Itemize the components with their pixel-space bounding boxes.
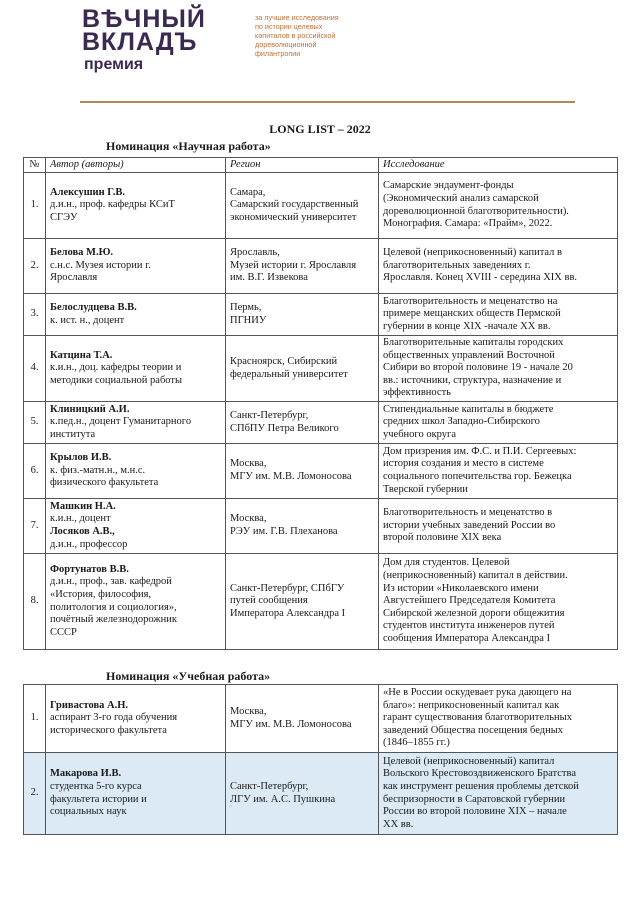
author-cell (46, 173, 226, 239)
region-line: Красноярск, Сибирский (230, 355, 338, 367)
author-title: аспирант 3-го года обучения (50, 712, 178, 724)
region-cell (226, 753, 379, 835)
author-name: Белослудцева В.В. (50, 301, 137, 313)
research-line: как инструмент решения проблемы детской (383, 780, 579, 792)
author-title: к. физ.-матн.н., м.н.с. (50, 464, 146, 476)
tagline-line: капиталов в российской (255, 31, 336, 40)
table-row (24, 173, 618, 239)
author-title: почётный железнодорожник (50, 614, 177, 626)
author-cell (46, 336, 226, 402)
research-cell (379, 685, 618, 753)
research-cell (379, 294, 618, 336)
research-line: губернии в конце XIX -начале XX вв. (383, 320, 551, 332)
research-line: социального попечительства гор. Бежецка (383, 471, 572, 482)
region-line: Москва, (230, 705, 267, 717)
row-number: 1. (24, 685, 46, 753)
row-number: 6. (24, 444, 46, 499)
region-line: Пермь, (230, 301, 262, 313)
research-line: Самарские эндаумент-фонды (383, 180, 514, 192)
table-row (24, 444, 618, 499)
research-line: истории учебных заведений России во (383, 519, 556, 531)
region-line: МГУ им. М.В. Ломоносова (230, 471, 352, 482)
author-title: к.пед.н., доцент Гуманитарного (50, 416, 192, 428)
region-line: Музей истории г. Ярославля (230, 259, 357, 271)
region-cell (226, 336, 379, 402)
author-title: к.и.н., доцент (50, 513, 111, 525)
longlist-table-study (23, 684, 618, 835)
research-line: (неприкосновенный) капитал в действии. (383, 570, 568, 582)
research-line: Дом призрения им. Ф.С. и П.И. Сергеевых: (383, 445, 577, 457)
region-line: Санкт-Петербург, (230, 409, 309, 421)
research-line: Из истории «Николаевского имени (383, 582, 539, 594)
research-cell (379, 173, 618, 239)
author-name: Алексушин Г.В. (50, 186, 126, 198)
author-cell (46, 444, 226, 499)
longlist-table-research (23, 157, 618, 650)
author-cell (46, 554, 226, 650)
tagline-line: за лучшие исследования (255, 13, 339, 22)
table-row (24, 294, 618, 336)
header-author: Автор (авторы) (46, 158, 226, 173)
research-line: России во второй половине XIX – начале (383, 806, 567, 818)
region-line: ПГНИУ (230, 314, 267, 326)
author-title: методики социальной работы (50, 374, 183, 386)
research-cell (379, 554, 618, 650)
author-name: Макарова И.В. (50, 768, 122, 780)
region-line: экономический университет (230, 211, 357, 223)
research-line: беспризорности в Саратовской губернии (383, 793, 566, 805)
tagline (255, 13, 385, 58)
row-number: 5. (24, 402, 46, 444)
author-title: института (50, 428, 96, 440)
author-title: социальных наук (50, 806, 127, 818)
author-name: Катцина Т.А. (50, 349, 113, 361)
author-title: «История, философия, (50, 588, 152, 600)
research-line: общественных управлений Восточной (383, 349, 555, 361)
research-cell (379, 499, 618, 554)
author-cell (46, 685, 226, 753)
research-line: Благотворительность и меценатство на (383, 295, 558, 307)
research-line: эффективность (383, 387, 451, 399)
research-line: XX вв. (383, 818, 414, 830)
region-cell (226, 444, 379, 499)
row-number: 7. (24, 499, 46, 554)
region-line: им. В.Г. Извекова (230, 272, 308, 284)
document-title: LONG LIST – 2022 (269, 122, 371, 136)
region-line: ЛГУ им. А.С. Пушкина (230, 793, 336, 805)
research-line: средних школ Западно-Сибирского (383, 416, 540, 428)
row-number: 8. (24, 554, 46, 650)
research-line: Тверской губернии (383, 483, 468, 495)
section-title-study: Номинация «Учебная работа» (106, 669, 271, 683)
region-line: СПбПУ Петра Великого (230, 422, 339, 434)
research-line: гарант существования благотворительных (383, 712, 572, 724)
region-cell (226, 294, 379, 336)
research-line: Дом для студентов. Целевой (383, 557, 510, 569)
author-name: Белова М.Ю. (50, 247, 114, 259)
section-title-research: Номинация «Научная работа» (106, 139, 271, 153)
region-line: Ярославль, (230, 247, 280, 259)
research-line: благо»: неприкосновенный капитал как (383, 699, 560, 711)
research-cell (379, 444, 618, 499)
author-title: д.и.н., проф. кафедры КСиТ (50, 199, 175, 211)
author-name: Фортунатов В.В. (50, 563, 129, 575)
region-cell (226, 499, 379, 554)
region-line: Санкт-Петербург, СПбГУ (230, 582, 345, 594)
tagline-line: филантропии (255, 49, 301, 58)
table-row (24, 554, 618, 650)
table-row (24, 402, 618, 444)
author-title: с.н.с. Музея истории г. (50, 259, 151, 271)
row-number: 3. (24, 294, 46, 336)
author-name: Гривастова А.Н. (50, 699, 129, 711)
author-cell (46, 402, 226, 444)
logo-line-1: ВѢЧНЫЙ (82, 5, 206, 33)
research-line: студентов института инженеров путей (383, 620, 555, 632)
logo-line-2: ВКЛАДЪ (82, 28, 198, 56)
research-line: сообщения Императора Александра I (383, 632, 551, 644)
header-region: Регион (226, 158, 379, 173)
author-title: д.и.н., проф., зав. кафедрой (50, 576, 172, 588)
research-cell (379, 402, 618, 444)
tagline-line: по истории целевых (255, 22, 323, 31)
row-number: 1. (24, 173, 46, 239)
research-cell (379, 336, 618, 402)
header-num: № (24, 158, 46, 173)
research-line: благотворительных заведениях г. (383, 259, 531, 271)
table-row (24, 499, 618, 554)
research-line: учебного округа (383, 428, 457, 440)
research-line: Ярославля. Конец XVIII - середина XIX вв. (383, 272, 578, 284)
author-title: д.и.н., профессор (50, 538, 128, 550)
region-cell (226, 173, 379, 239)
author-title: факультета истории и (50, 793, 147, 805)
region-line: Императора Александра I (230, 607, 346, 619)
region-line: Самара, (230, 186, 266, 198)
research-line: Стипендиальные капиталы в бюджете (383, 403, 554, 415)
author-name: Крылов И.В. (50, 452, 112, 464)
author-title: Ярославля (50, 272, 98, 284)
research-line: вв.: источники, структура, назначение и (383, 374, 562, 386)
region-cell (226, 239, 379, 294)
research-line: Благотворительные капиталы городских (383, 337, 564, 349)
region-cell (226, 685, 379, 753)
region-line: федеральный университет (230, 368, 348, 380)
research-cell (379, 239, 618, 294)
author-title: СГЭУ (50, 211, 78, 223)
table-header-row (24, 158, 618, 173)
research-line: дореволюционной благотворительности). (383, 205, 569, 217)
region-line: Москва, (230, 513, 267, 525)
research-cell (379, 753, 618, 835)
header-research: Исследование (379, 158, 618, 173)
research-line: Монография. Самара: «Прайм», 2022. (383, 218, 553, 230)
author-cell (46, 294, 226, 336)
logo (82, 5, 206, 74)
author-name: Машкин Н.А. (50, 500, 116, 512)
region-line: Москва, (230, 458, 267, 470)
row-number: 2. (24, 753, 46, 835)
region-line: Самарский государственный (230, 199, 359, 211)
region-cell (226, 554, 379, 650)
research-line: Вольского Крестовоздвиженского Братства (383, 768, 576, 780)
research-line: «Не в России оскудевает рука дающего на (383, 687, 572, 699)
author-title: к. ист. н., доцент (50, 314, 125, 326)
author-name: Клиницкий А.И. (50, 403, 130, 415)
research-line: примере мещанских обществ Пермской (383, 308, 561, 320)
author-title: СССР (50, 626, 77, 638)
author-title: физического факультета (50, 477, 159, 489)
table-row (24, 753, 618, 835)
tagline-line: дореволюционной (255, 40, 317, 49)
region-line: РЭУ им. Г.В. Плеханова (230, 526, 338, 537)
research-line: второй половине XIX века (383, 532, 502, 544)
table-row (24, 336, 618, 402)
row-number: 2. (24, 239, 46, 294)
research-line: Благотворительность и меценатство в (383, 507, 553, 519)
region-cell (226, 402, 379, 444)
research-line: (1846–1855 гг.) (383, 737, 450, 749)
region-line: МГУ им. М.В. Ломоносова (230, 718, 352, 730)
research-line: Целевой (неприкосновенный) капитал в (383, 247, 562, 259)
research-line: Сибирской железной дороги общежития (383, 607, 565, 619)
table-row (24, 239, 618, 294)
table-row (24, 685, 618, 753)
author-name: Лосяков А.В., (50, 526, 115, 537)
author-cell (46, 499, 226, 554)
author-cell (46, 753, 226, 835)
research-line: (Экономический анализ самарской (383, 192, 539, 204)
region-line: Санкт-Петербург, (230, 780, 309, 792)
author-title: исторического факультета (50, 724, 167, 736)
header-divider (80, 101, 575, 103)
logo-line-3: премия (84, 56, 144, 73)
author-title: к.и.н., доц. кафедры теории и (50, 362, 182, 374)
row-number: 4. (24, 336, 46, 402)
research-line: Сибири во второй половине 19 - начале 20 (383, 362, 573, 374)
author-title: студентка 5-го курса (50, 780, 142, 792)
author-cell (46, 239, 226, 294)
region-line: путей сообщения (230, 595, 308, 607)
research-line: история создания и место в системе (383, 458, 544, 470)
author-title: политология и социология», (50, 601, 177, 613)
research-line: Целевой (неприкосновенный) капитал (383, 755, 555, 767)
research-line: Августейшего Председателя Комитета (383, 595, 556, 607)
research-line: заведений Общества посещения бедных (383, 724, 564, 736)
